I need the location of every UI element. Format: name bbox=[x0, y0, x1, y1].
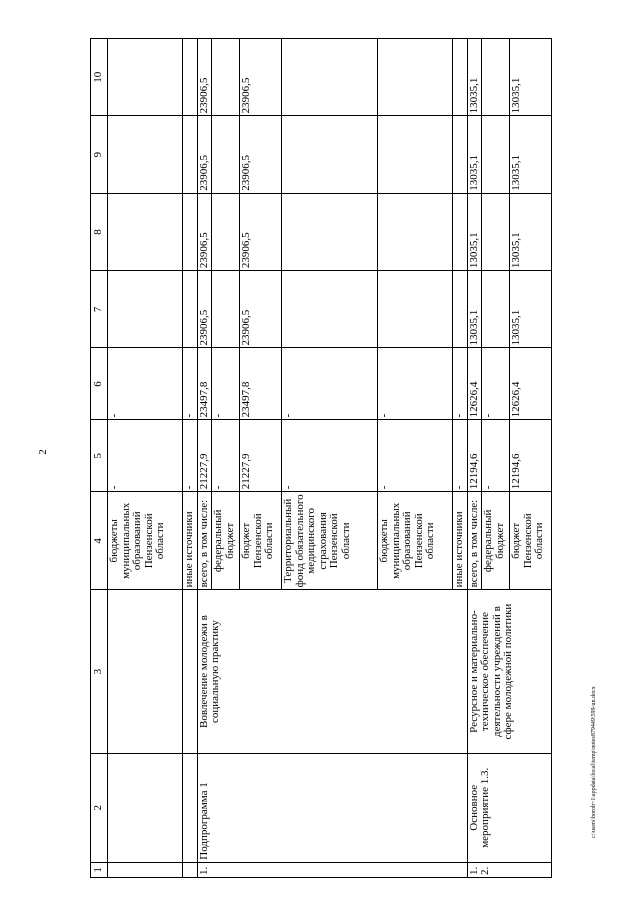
cell-num bbox=[108, 862, 183, 877]
cell-value: 13035,1 bbox=[510, 193, 552, 270]
cell-title: Ресурсное и материально-техническое обеспечение деятельности учреждений в сфере молодежной политики bbox=[467, 590, 552, 753]
cell-value: - bbox=[183, 420, 198, 492]
cell-value bbox=[282, 271, 378, 348]
cell-value: - bbox=[108, 348, 183, 420]
cell-value bbox=[282, 39, 378, 116]
col-header: 1 bbox=[91, 862, 108, 877]
cell-value: 23906,5 bbox=[197, 271, 212, 348]
cell-value: 13035,1 bbox=[467, 116, 482, 193]
cell-value: - bbox=[108, 420, 183, 492]
cell-source: федеральный бюджет bbox=[482, 492, 510, 590]
cell-value bbox=[183, 193, 198, 270]
col-header: 10 bbox=[91, 39, 108, 116]
cell-value bbox=[183, 116, 198, 193]
cell-program bbox=[108, 753, 183, 862]
cell-source: Территориальный фонд обязательного медицинского страхования Пензенской области bbox=[282, 492, 378, 590]
cell-program: Подпрограмма 1 bbox=[197, 753, 467, 862]
cell-value: - bbox=[453, 420, 468, 492]
cell-value bbox=[108, 271, 183, 348]
col-header: 7 bbox=[91, 271, 108, 348]
cell-value: - bbox=[183, 348, 198, 420]
cell-value: - bbox=[378, 348, 453, 420]
cell-value bbox=[482, 39, 510, 116]
cell-value bbox=[108, 116, 183, 193]
cell-value bbox=[282, 116, 378, 193]
table-row bbox=[108, 39, 183, 878]
cell-value bbox=[212, 116, 240, 193]
cell-value: 13035,1 bbox=[510, 39, 552, 116]
table-row bbox=[467, 39, 482, 878]
cell-source: всего, в том числе: bbox=[467, 492, 482, 590]
col-header: 4 bbox=[91, 492, 108, 590]
cell-source: федеральный бюджет bbox=[212, 492, 240, 590]
cell-source: бюджеты муниципальных образований Пензенской области bbox=[378, 492, 453, 590]
page-number: 2 bbox=[36, 449, 49, 455]
cell-value bbox=[453, 193, 468, 270]
cell-source: бюджет Пензенской области bbox=[510, 492, 552, 590]
cell-value bbox=[482, 116, 510, 193]
cell-value bbox=[378, 116, 453, 193]
cell-value: 13035,1 bbox=[467, 271, 482, 348]
cell-value: 23906,5 bbox=[240, 39, 282, 116]
cell-value bbox=[378, 39, 453, 116]
cell-value bbox=[453, 271, 468, 348]
col-header: 9 bbox=[91, 116, 108, 193]
cell-value: 12194,6 bbox=[467, 420, 482, 492]
header-row bbox=[91, 39, 108, 878]
cell-value bbox=[482, 193, 510, 270]
cell-value: 13035,1 bbox=[510, 271, 552, 348]
rotated-table-container bbox=[90, 38, 546, 878]
cell-value bbox=[282, 193, 378, 270]
cell-value: - bbox=[378, 420, 453, 492]
cell-value: 23906,5 bbox=[197, 116, 212, 193]
cell-value: - bbox=[212, 420, 240, 492]
cell-value: - bbox=[453, 348, 468, 420]
cell-value: - bbox=[482, 420, 510, 492]
cell-value bbox=[108, 39, 183, 116]
cell-value bbox=[482, 271, 510, 348]
cell-value: 12626,4 bbox=[467, 348, 482, 420]
budget-table bbox=[90, 38, 552, 878]
cell-value: - bbox=[282, 420, 378, 492]
cell-value bbox=[212, 39, 240, 116]
cell-source: иные источники bbox=[453, 492, 468, 590]
cell-value bbox=[378, 271, 453, 348]
cell-source: иные источники bbox=[183, 492, 198, 590]
cell-value: 23497,8 bbox=[197, 348, 212, 420]
col-header: 3 bbox=[91, 590, 108, 753]
cell-value bbox=[212, 271, 240, 348]
cell-value: 21227,9 bbox=[240, 420, 282, 492]
cell-value: 23906,5 bbox=[240, 116, 282, 193]
cell-value: - bbox=[482, 348, 510, 420]
cell-value: 13035,1 bbox=[467, 39, 482, 116]
cell-value: 12626,4 bbox=[510, 348, 552, 420]
cell-value: 23906,5 bbox=[197, 193, 212, 270]
cell-value bbox=[183, 271, 198, 348]
cell-value: 13035,1 bbox=[467, 193, 482, 270]
cell-num: 1.2. bbox=[467, 862, 552, 877]
table-row bbox=[197, 39, 212, 878]
cell-title bbox=[108, 590, 183, 753]
cell-value: 23906,5 bbox=[240, 271, 282, 348]
cell-value: - bbox=[212, 348, 240, 420]
cell-value: 23906,5 bbox=[240, 193, 282, 270]
cell-value bbox=[453, 39, 468, 116]
col-header: 6 bbox=[91, 348, 108, 420]
col-header: 8 bbox=[91, 193, 108, 270]
cell-value: 23497,8 bbox=[240, 348, 282, 420]
cell-value bbox=[212, 193, 240, 270]
cell-source: бюджеты муниципальных образований Пензенской области bbox=[108, 492, 183, 590]
cell-value bbox=[108, 193, 183, 270]
file-path-footer: c:\users\borob~1\appdata\local\temp\notes879449\599-un.docx bbox=[591, 686, 597, 838]
cell-num: 1. bbox=[197, 862, 467, 877]
col-header: 2 bbox=[91, 753, 108, 862]
cell-value: 21227,9 bbox=[197, 420, 212, 492]
cell-value: - bbox=[282, 348, 378, 420]
cell-value: 12194,6 bbox=[510, 420, 552, 492]
col-header: 5 bbox=[91, 420, 108, 492]
cell-value bbox=[378, 193, 453, 270]
cell-value bbox=[453, 116, 468, 193]
cell-title: Вовлечение молодежи в социальную практику bbox=[197, 590, 467, 753]
cell-source: всего, в том числе: bbox=[197, 492, 212, 590]
cell-value bbox=[183, 39, 198, 116]
cell-program: Основное мероприятие 1.3. bbox=[467, 753, 552, 862]
cell-value: 13035,1 bbox=[510, 116, 552, 193]
table-row bbox=[183, 39, 198, 878]
cell-value: 23906,5 bbox=[197, 39, 212, 116]
cell-source: бюджет Пензенской области bbox=[240, 492, 282, 590]
